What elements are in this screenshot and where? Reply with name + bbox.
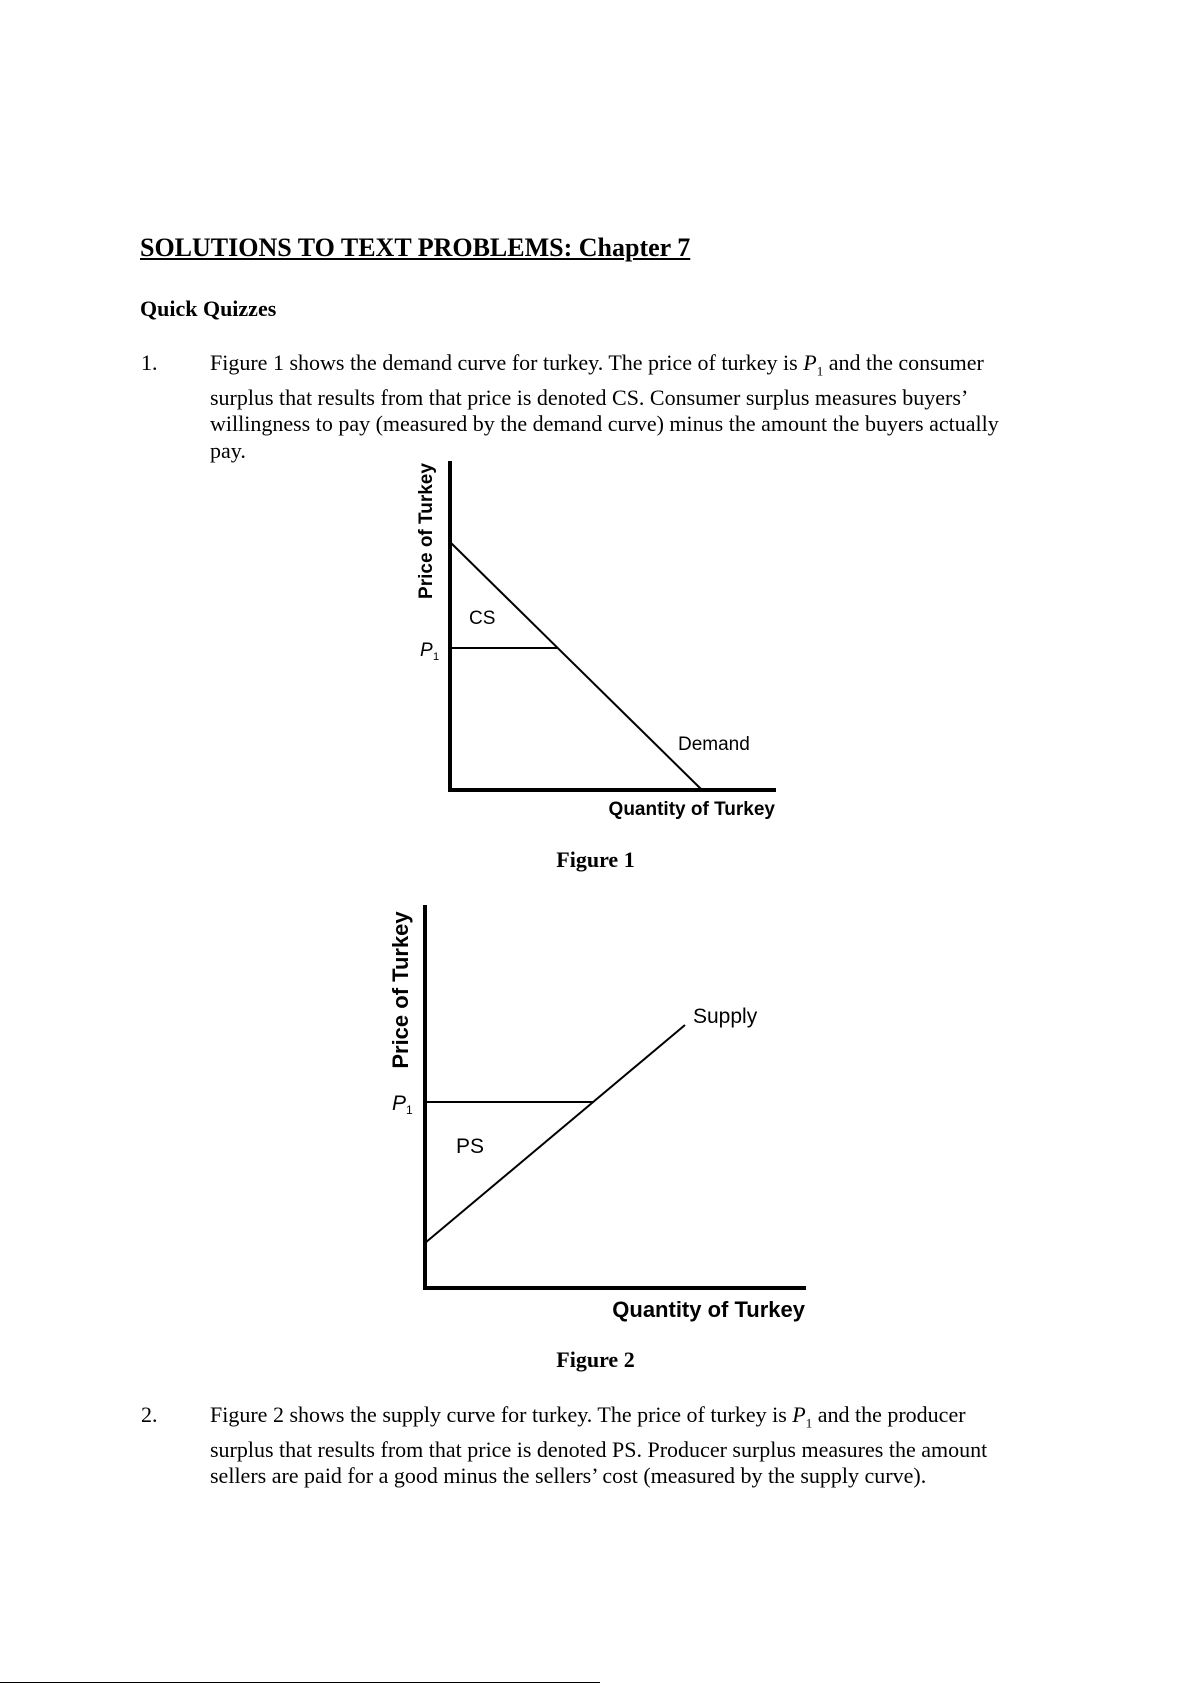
footnote-separator bbox=[0, 1682, 600, 1683]
fig2-supply-label: Supply bbox=[693, 1005, 758, 1028]
price-subscript: 1 bbox=[805, 1415, 813, 1431]
document-title: SOLUTIONS TO TEXT PROBLEMS: Chapter 7 bbox=[140, 233, 691, 262]
paragraph-line: surplus that results from that price is denoted CS. Consumer surplus measures buyers’ bbox=[210, 384, 969, 410]
fig2-y-axis-label: Price of Turkey bbox=[388, 911, 413, 1069]
text-run: Figure 1 shows the demand curve for turkey. The price of turkey is bbox=[210, 350, 804, 375]
paragraph-line: willingness to pay (measured by the demand curve) minus the amount the buyers actually bbox=[210, 411, 999, 437]
paragraph-line: sellers are paid for a good minus the sellers’ cost (measured by the supply curve). bbox=[210, 1463, 927, 1489]
fig1-price-subscript: 1 bbox=[433, 651, 440, 663]
figure-2-graph bbox=[388, 905, 806, 1322]
text-run: and the consumer bbox=[823, 350, 984, 375]
fig1-y-axis-label: Price of Turkey bbox=[416, 463, 437, 599]
text-run: Figure 2 shows the supply curve for turkey. The price of turkey is bbox=[210, 1402, 793, 1427]
price-symbol: P bbox=[803, 350, 817, 375]
fig1-cs-label: CS bbox=[469, 608, 496, 629]
price-symbol: P bbox=[792, 1402, 806, 1427]
fig1-demand-label: Demand bbox=[678, 734, 750, 755]
figure-1-caption: Figure 1 bbox=[556, 847, 635, 872]
paragraph-line: pay. bbox=[210, 437, 246, 463]
price-subscript: 1 bbox=[816, 363, 824, 379]
fig1-demand-curve bbox=[450, 542, 702, 790]
paragraph-line bbox=[210, 1402, 1160, 1437]
figure-2-caption: Figure 2 bbox=[556, 1347, 635, 1372]
fig2-price-subscript: 1 bbox=[406, 1103, 413, 1117]
section-heading: Quick Quizzes bbox=[140, 296, 277, 321]
fig1-x-axis-label: Quantity of Turkey bbox=[608, 799, 775, 820]
fig2-supply-curve bbox=[425, 1025, 685, 1243]
fig2-x-axis-label: Quantity of Turkey bbox=[612, 1297, 805, 1322]
item-number: 1. bbox=[141, 350, 158, 375]
text-run: and the producer bbox=[812, 1402, 966, 1427]
item-number: 2. bbox=[141, 1402, 158, 1427]
fig2-ps-label: PS bbox=[456, 1135, 485, 1158]
fig2-price-label: P bbox=[392, 1092, 407, 1115]
fig1-price-label: P bbox=[420, 640, 433, 661]
paragraph-line: surplus that results from that price is denoted PS. Producer surplus measures the amount bbox=[210, 1436, 988, 1462]
item-paragraph bbox=[210, 1402, 1160, 1490]
figure-1-graph bbox=[416, 461, 776, 820]
